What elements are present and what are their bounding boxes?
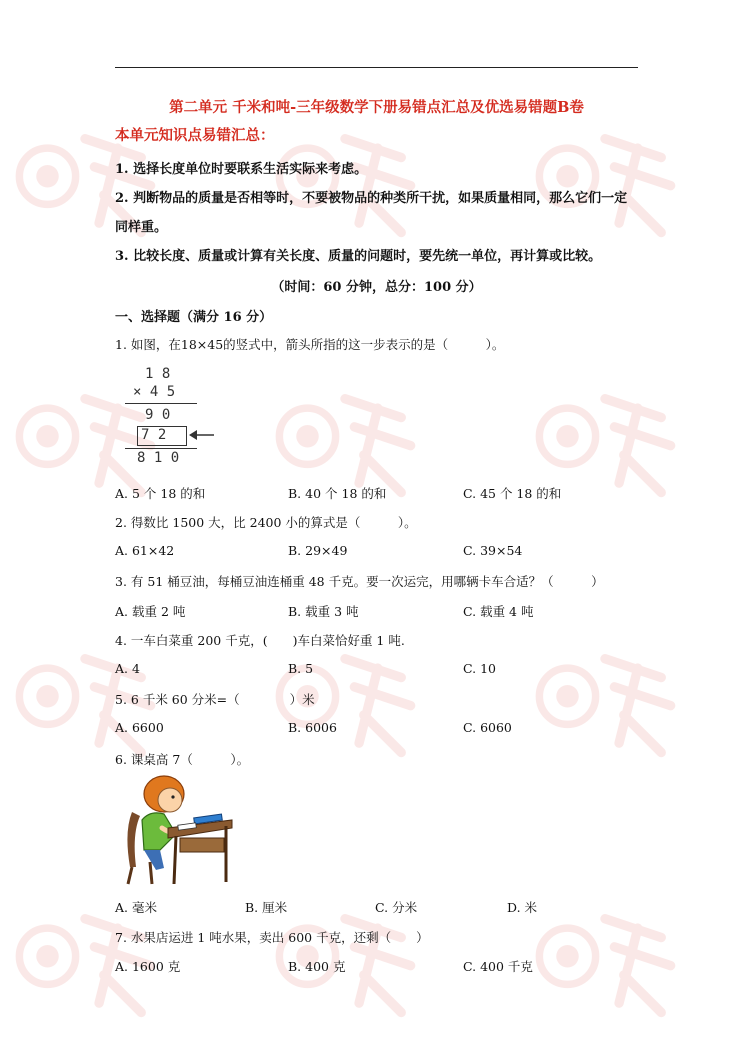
calc-row-partial-2: 7 2 (141, 427, 167, 443)
watermark-logo (270, 900, 420, 1050)
knowledge-point-2-cont: 同样重。 (115, 220, 168, 235)
q6-option-d[interactable]: D. 米 (507, 900, 538, 915)
watermark-logo (530, 380, 680, 530)
question-2-stem: 2. 得数比 1500 大，比 2400 小的算式是（ ）。 (115, 515, 417, 530)
calc-row-multiplicand: 1 8 (145, 366, 171, 382)
q1-option-a[interactable]: A. 5 个 18 的和 (115, 486, 206, 501)
q5-option-a[interactable]: A. 6600 (115, 720, 164, 735)
section-subtitle: 本单元知识点易错汇总： (115, 127, 275, 144)
watermark-logo (10, 900, 160, 1050)
q5-option-c[interactable]: C. 6060 (463, 720, 512, 735)
watermark-logo (530, 900, 680, 1050)
q6-option-b[interactable]: B. 厘米 (245, 900, 288, 915)
page-title: 第二单元 千米和吨-三年级数学下册易错点汇总及优选易错题B卷 (169, 99, 584, 116)
knowledge-point-1: 1. 选择长度单位时要联系生活实际来考虑。 (115, 162, 368, 177)
q7-option-a[interactable]: A. 1600 克 (115, 959, 181, 974)
section-heading: 一、选择题（满分 16 分） (115, 310, 273, 325)
question-5-stem: 5. 6 千米 60 分米=（ ）米 (115, 692, 315, 707)
question-7-stem: 7. 水果店运进 1 吨水果，卖出 600 千克，还剩（ ） (115, 930, 429, 945)
q7-option-c[interactable]: C. 400 千克 (463, 959, 533, 974)
multiplication-figure (125, 366, 235, 466)
arrow-left-icon (189, 428, 215, 442)
q6-option-a[interactable]: A. 毫米 (115, 900, 157, 915)
question-3-stem: 3. 有 51 桶豆油，每桶豆油连桶重 48 千克。要一次运完，用哪辆卡车合适？（ ） (115, 574, 604, 589)
calc-line (125, 403, 197, 404)
question-4-stem: 4. 一车白菜重 200 千克，( )车白菜恰好重 1 吨. (115, 633, 405, 648)
q2-option-c[interactable]: C. 39×54 (463, 543, 523, 558)
q4-option-b[interactable]: B. 5 (288, 661, 314, 676)
question-6-stem: 6. 课桌高 7（ ）。 (115, 752, 250, 767)
watermark-logo (270, 380, 420, 530)
q7-option-b[interactable]: B. 400 克 (288, 959, 346, 974)
calc-row-multiplier: × 4 5 (133, 384, 176, 400)
q3-option-c[interactable]: C. 载重 4 吨 (463, 604, 534, 619)
q1-option-b[interactable]: B. 40 个 18 的和 (288, 486, 387, 501)
q4-option-a[interactable]: A. 4 (115, 661, 140, 676)
calc-line (125, 448, 197, 449)
q2-option-b[interactable]: B. 29×49 (288, 543, 348, 558)
q2-option-a[interactable]: A. 61×42 (115, 543, 175, 558)
q5-option-b[interactable]: B. 6006 (288, 720, 337, 735)
q6-option-c[interactable]: C. 分米 (375, 900, 418, 915)
q4-option-c[interactable]: C. 10 (463, 661, 496, 676)
calc-row-product: 8 1 0 (137, 450, 180, 466)
header-rule (115, 67, 638, 68)
q3-option-b[interactable]: B. 载重 3 吨 (288, 604, 359, 619)
knowledge-point-3: 3. 比较长度、质量或计算有关长度、质量的问题时，要先统一单位，再计算或比较。 (115, 249, 602, 264)
q1-option-c[interactable]: C. 45 个 18 的和 (463, 486, 562, 501)
knowledge-point-2: 2. 判断物品的质量是否相等时，不要被物品的种类所干扰，如果质量相同，那么它们一定 (115, 191, 628, 206)
calc-row-partial-1: 9 0 (145, 407, 171, 423)
time-info: （时间：60 分钟，总分：100 分） (271, 280, 482, 295)
q3-option-a[interactable]: A. 载重 2 吨 (115, 604, 186, 619)
watermark-logo (530, 640, 680, 790)
question-1-stem: 1. 如图，在18×45的竖式中，箭头所指的这一步表示的是（ ）。 (115, 337, 505, 352)
student-at-desk-illustration (120, 772, 235, 887)
